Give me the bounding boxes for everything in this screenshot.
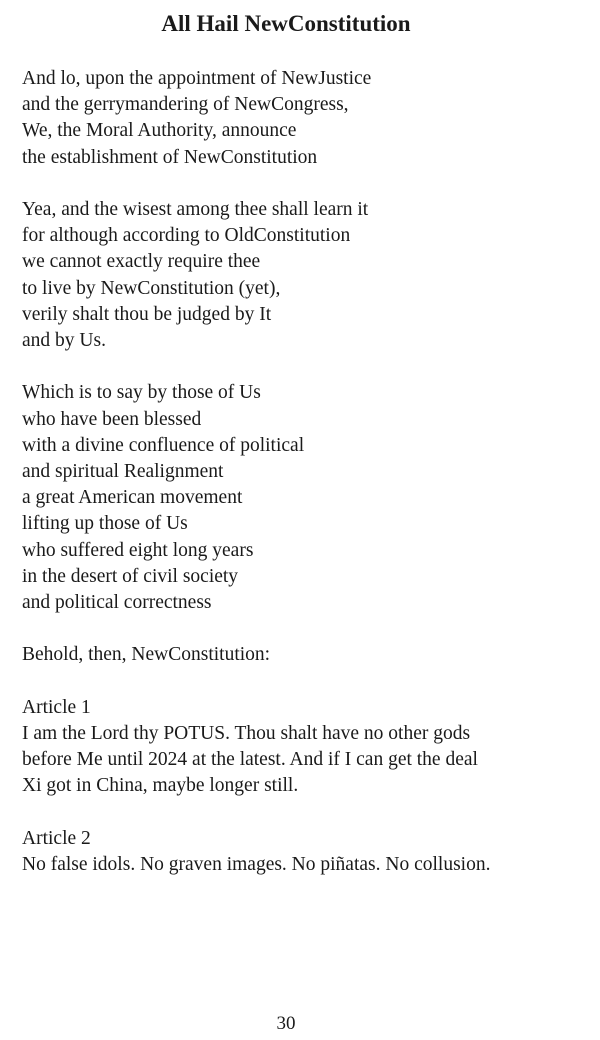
poem-line: Which is to say by those of Us bbox=[22, 382, 261, 404]
poem-line: verily shalt thou be judged by It bbox=[22, 303, 272, 325]
poem-line: for although according to OldConstitution bbox=[22, 225, 351, 247]
article-heading: Article 2 bbox=[22, 827, 91, 849]
poem-line: and the gerrymandering of NewCongress, bbox=[22, 94, 349, 116]
article-line: before Me until 2024 at the latest. And if I can get the deal bbox=[22, 749, 478, 771]
stanza-4 bbox=[22, 642, 582, 668]
poem-line: who suffered eight long years bbox=[22, 539, 254, 561]
poem-line: And lo, upon the appointment of NewJustice bbox=[22, 68, 372, 89]
poem-line: in the desert of civil society bbox=[22, 565, 239, 587]
poem-line: to live by NewConstitution (yet), bbox=[22, 277, 281, 299]
poem-line: and by Us. bbox=[22, 330, 106, 352]
poem-line: Yea, and the wisest among thee shall learn it bbox=[22, 199, 369, 220]
poem-line: we cannot exactly require thee bbox=[22, 251, 261, 273]
stanza-3 bbox=[22, 380, 582, 616]
poem-line: lifting up those of Us bbox=[22, 513, 188, 535]
poem-line: and spiritual Realignment bbox=[22, 461, 224, 483]
poem-line: with a divine confluence of political bbox=[22, 434, 305, 456]
poem-line: and political correctness bbox=[22, 592, 212, 614]
poem-line: We, the Moral Authority, announce bbox=[22, 120, 297, 142]
poem-line: Behold, then, NewConstitution: bbox=[22, 644, 271, 666]
article-line: Xi got in China, maybe longer still. bbox=[22, 775, 299, 797]
stanza-2 bbox=[22, 197, 582, 354]
article-1 bbox=[22, 695, 582, 800]
article-2 bbox=[22, 826, 582, 878]
poem-line: a great American movement bbox=[22, 487, 243, 509]
stanza-1 bbox=[22, 66, 582, 171]
poem-line: who have been blessed bbox=[22, 408, 202, 430]
page-title: All Hail NewConstitution bbox=[161, 11, 411, 36]
article-line: I am the Lord thy POTUS. Thou shalt have no other gods bbox=[22, 723, 471, 745]
article-heading: Article 1 bbox=[22, 696, 91, 718]
poem-line: the establishment of NewConstitution bbox=[22, 146, 318, 168]
poem-body bbox=[22, 66, 582, 904]
page-number: 30 bbox=[276, 1013, 296, 1034]
article-line: No false idols. No graven images. No piñatas. No collusion. bbox=[22, 854, 491, 876]
